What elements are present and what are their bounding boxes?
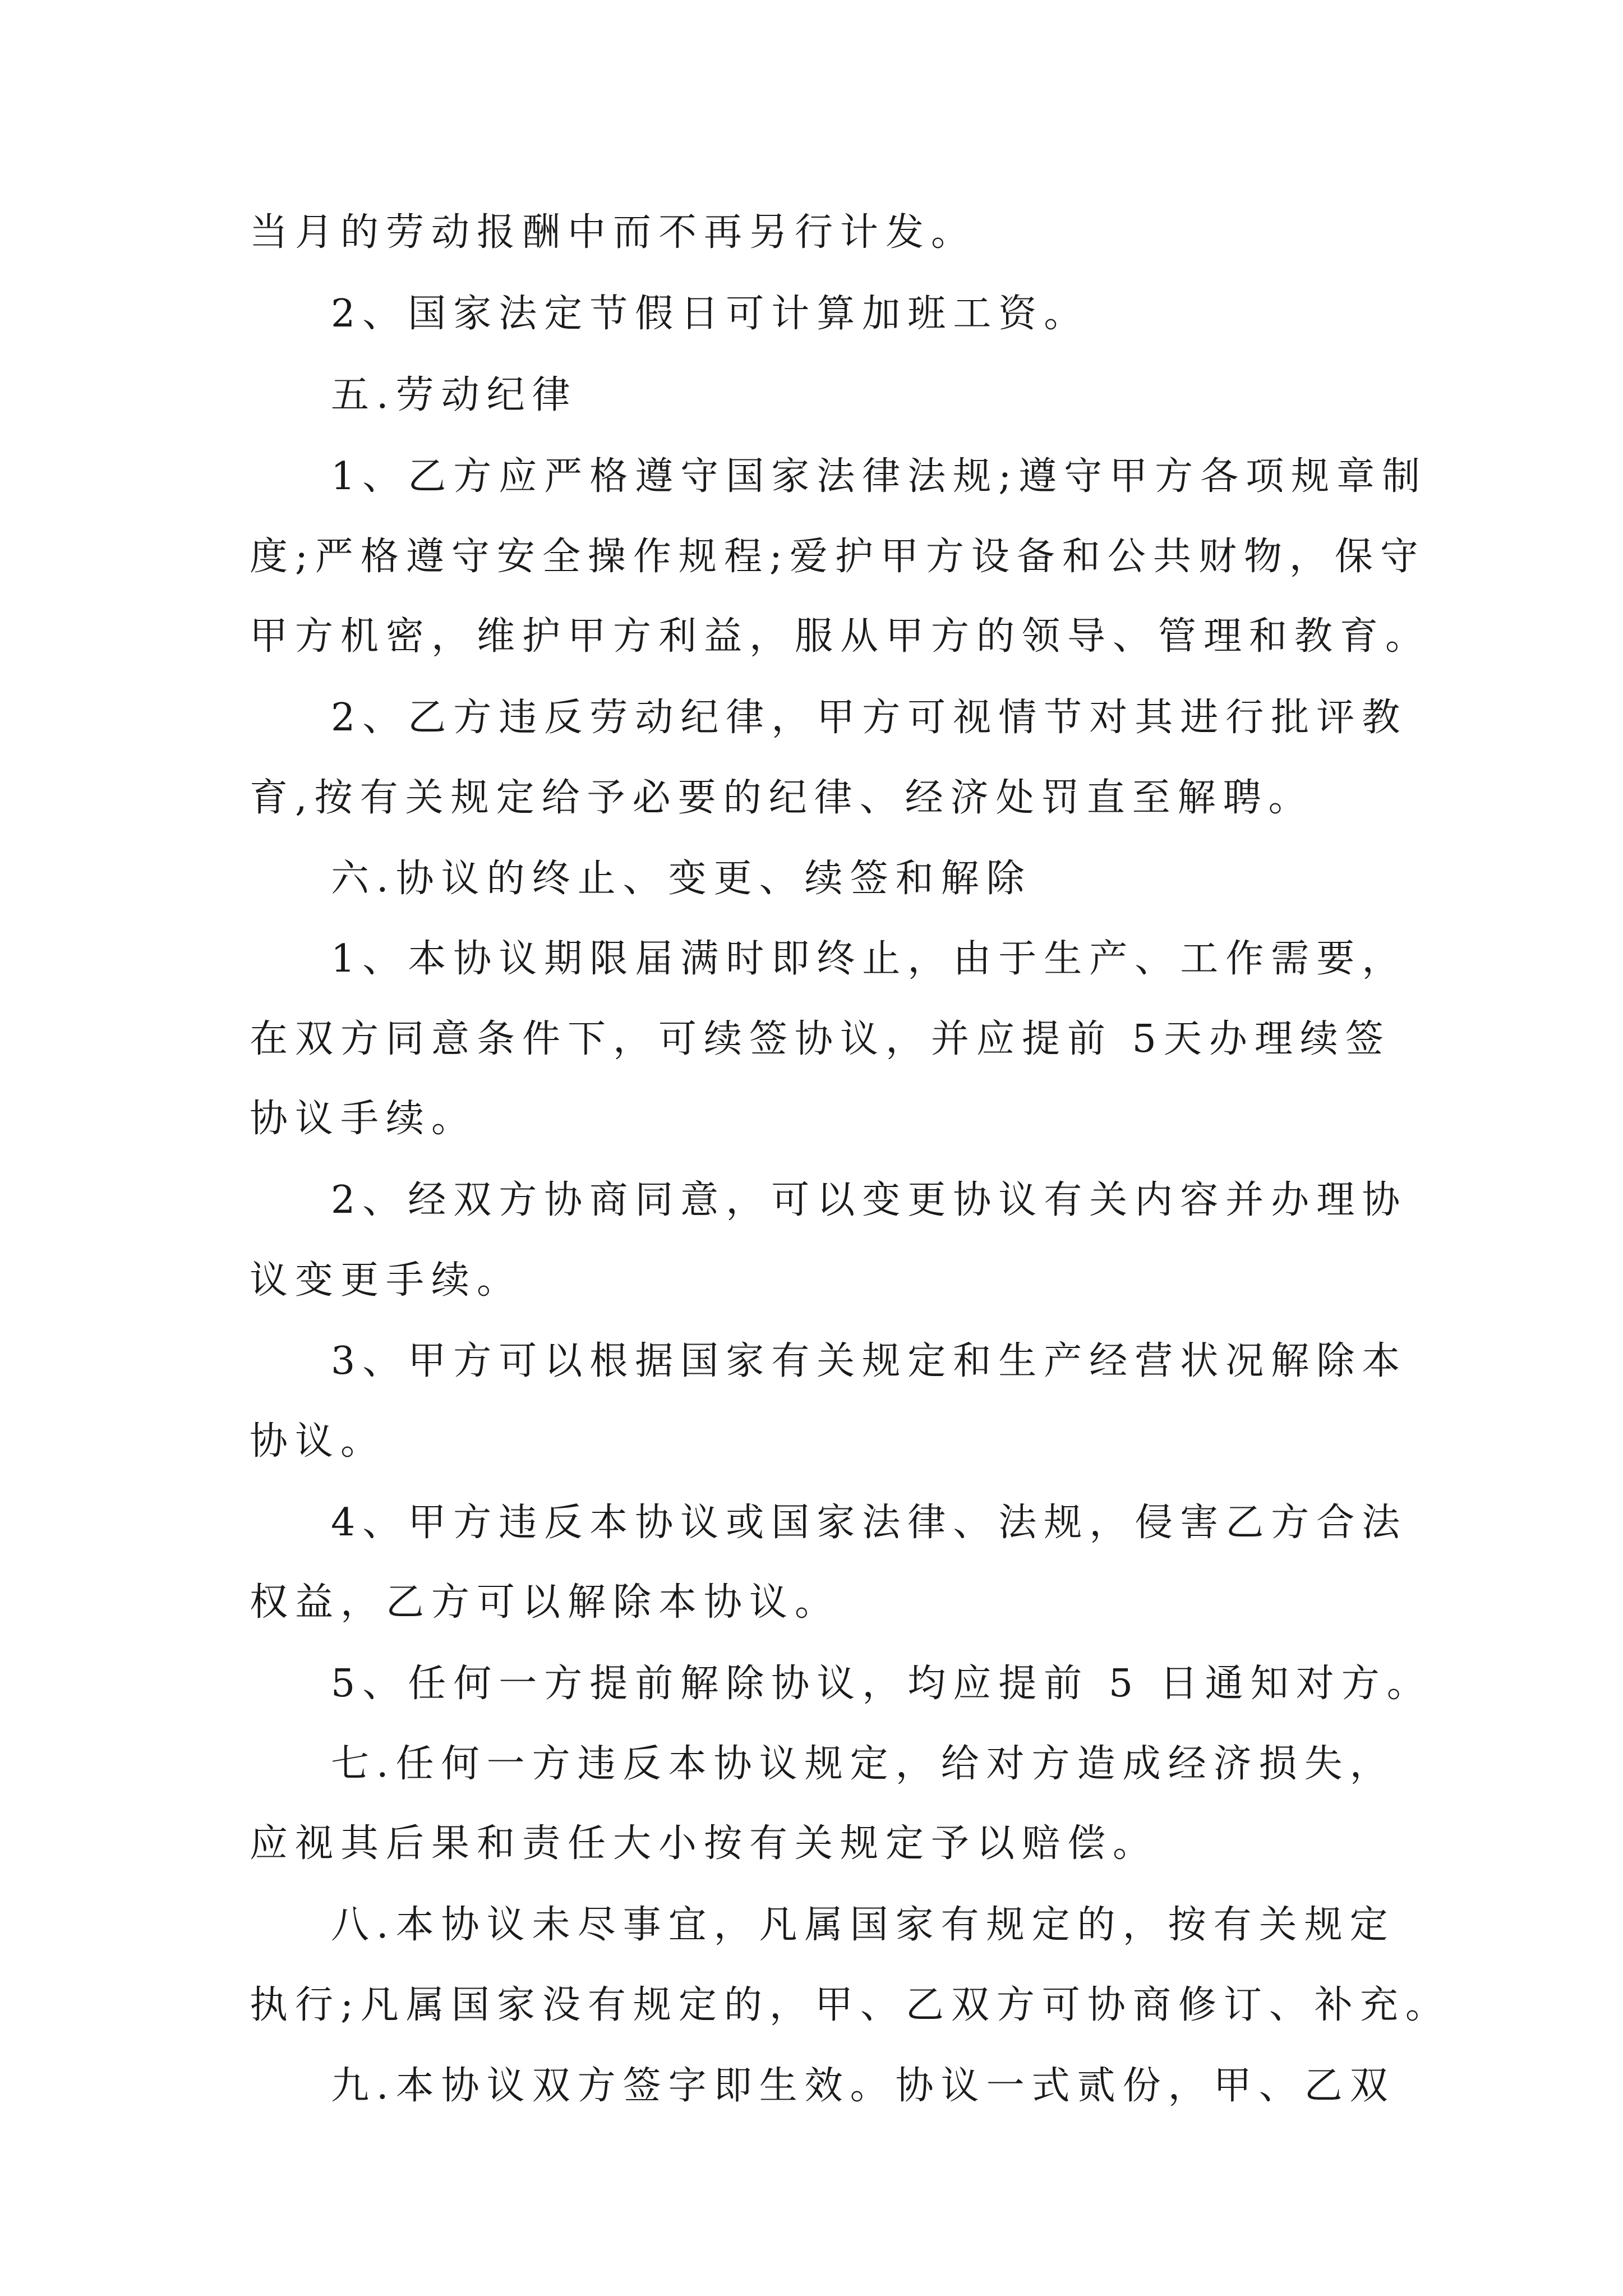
section-heading-5: 五.劳动纪律 (331, 373, 578, 417)
text-line-13: 2、经双方协商同意，可以变更协议有关内容并办理协 (331, 1178, 1408, 1222)
text-line-14: 议变更手续。 (250, 1258, 523, 1303)
text-line-11: 在双方同意条件下，可续签协议，并应提前 5天办理续签 (250, 1017, 1391, 1061)
text-line-5: 度;严格遵守安全操作规程;爱护甲方设备和公共财物，保守 (250, 535, 1426, 579)
section-heading-6: 六.协议的终止、变更、续签和解除 (331, 857, 1032, 901)
section-heading-9: 九.本协议双方签字即生效。协议一式贰份，甲、乙双 (331, 2064, 1395, 2108)
text-line-6: 甲方机密，维护甲方利益，服从甲方的领导、管理和教育。 (250, 614, 1431, 659)
text-line-18: 权益，乙方可以解除本协议。 (250, 1580, 841, 1625)
text-line-23: 执行;凡属国家没有规定的，甲、乙双方可协商修订、补充。 (250, 1983, 1451, 2027)
text-line-2: 2、国家法定节假日可计算加班工资。 (331, 292, 1090, 336)
text-line-12: 协议手续。 (250, 1097, 477, 1141)
text-line-21: 应视其后果和责任大小按有关规定予以赔偿。 (250, 1821, 1159, 1866)
text-line-16: 协议。 (250, 1419, 386, 1464)
text-line-17: 4、甲方违反本协议或国家法律、法规，侵害乙方合法 (331, 1501, 1408, 1545)
section-heading-7: 七.任何一方违反本协议规定，给对方造成经济损失， (331, 1742, 1395, 1786)
text-line-15: 3、甲方可以根据国家有关规定和生产经营状况解除本 (331, 1339, 1408, 1383)
text-line-4: 1、乙方应严格遵守国家法律法规;遵守甲方各项规章制 (331, 454, 1428, 499)
text-line-19: 5、任何一方提前解除协议，均应提前 5 日通知对方。 (331, 1662, 1432, 1706)
text-line-10: 1、本协议期限届满时即终止，由于生产、工作需要， (331, 937, 1408, 981)
text-line-8: 育,按有关规定给予必要的纪律、经济处罚直至解聘。 (250, 776, 1314, 820)
section-heading-8: 八.本协议未尽事宜，凡属国家有规定的，按有关规定 (331, 1903, 1395, 1947)
text-line-7: 2、乙方违反劳动纪律，甲方可视情节对其进行批评教 (331, 696, 1408, 740)
text-line-1: 当月的劳动报酬中而不再另行计发。 (250, 210, 977, 255)
